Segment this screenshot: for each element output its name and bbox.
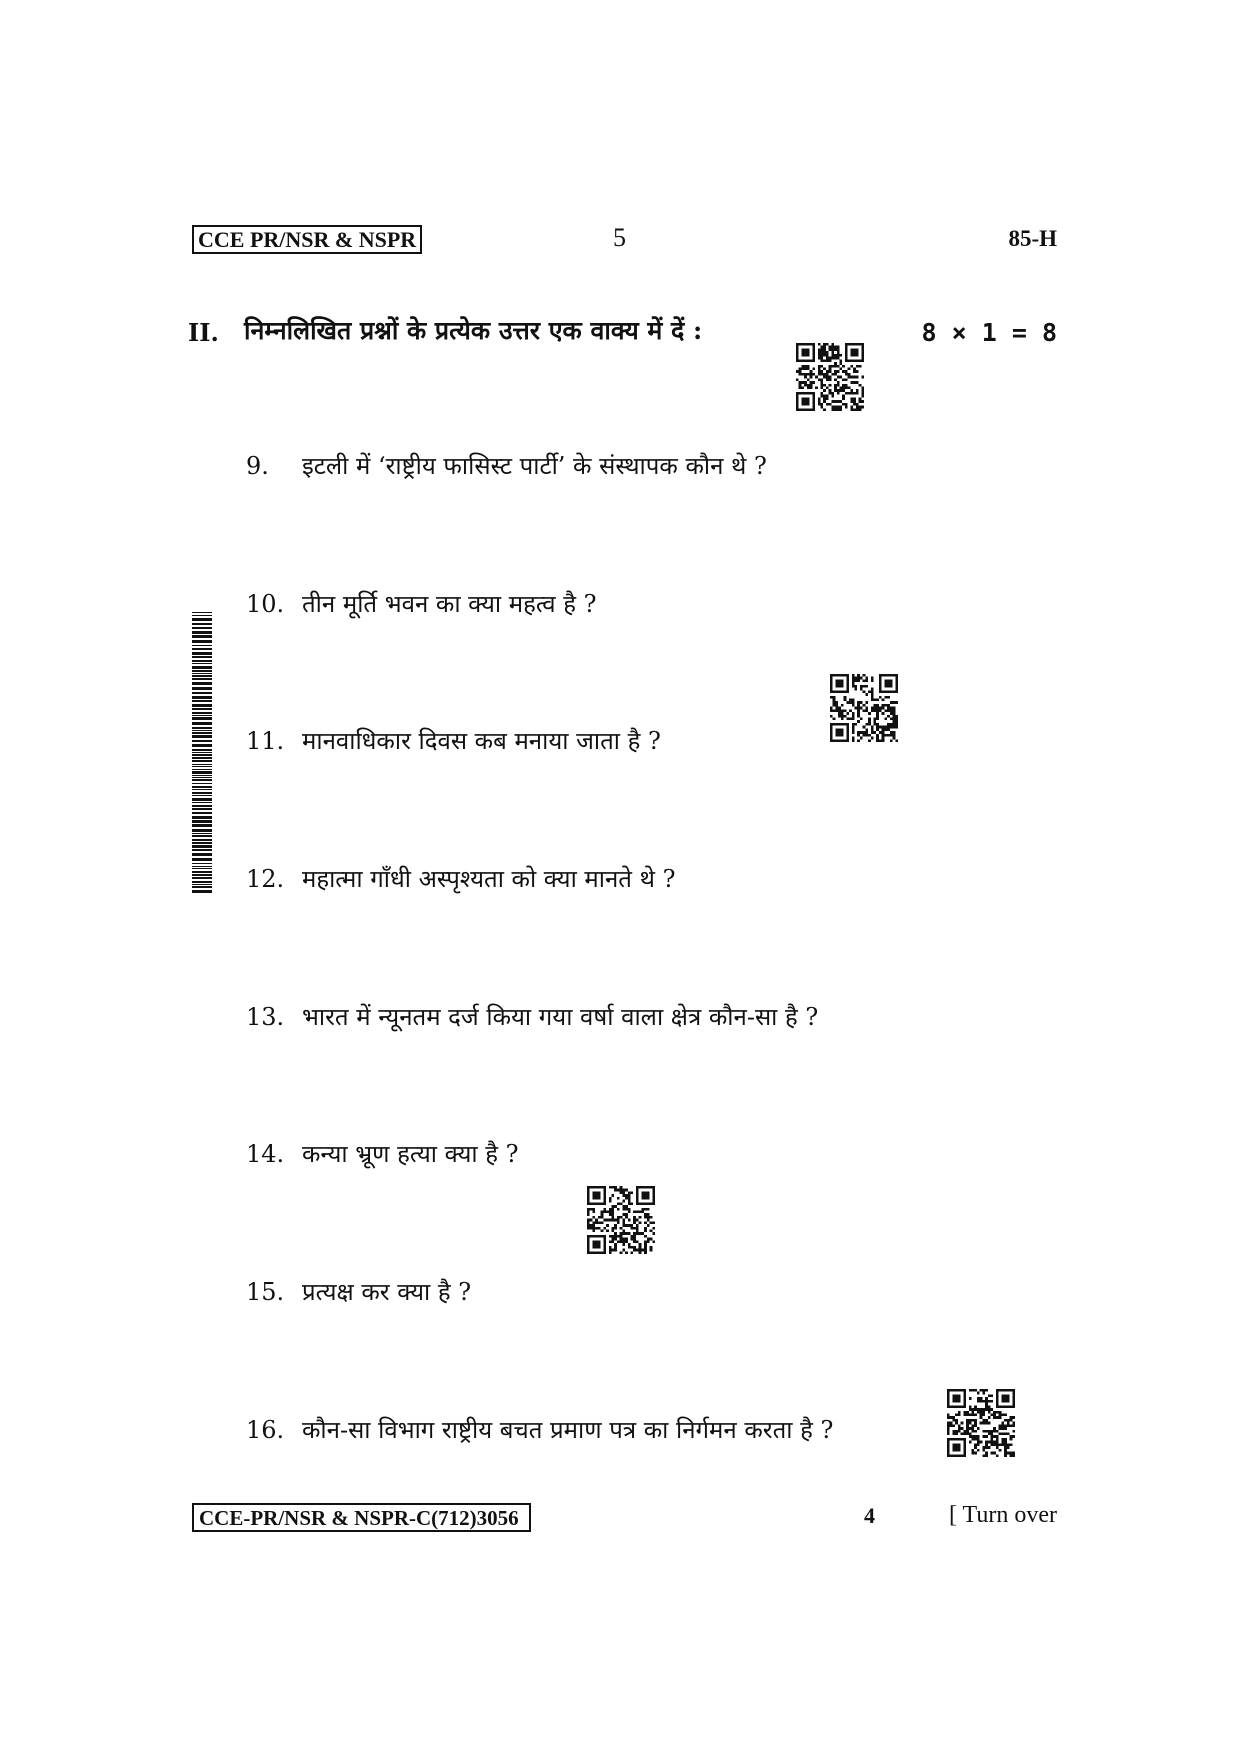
question-item <box>246 724 661 758</box>
question-number: 11. <box>246 727 285 755</box>
footer-page-number: 4 <box>864 1503 875 1528</box>
section-number: II. <box>188 318 219 347</box>
question-number: 16. <box>246 1416 285 1444</box>
question-number: 15. <box>246 1278 285 1306</box>
qr-code-icon <box>796 343 864 411</box>
question-item <box>246 1275 471 1309</box>
question-item <box>246 587 596 621</box>
question-text: कौन-सा विभाग राष्ट्रीय बचत प्रमाण पत्र का निर्गमन करता है ? <box>302 1416 834 1444</box>
section-marks: 8 × 1 = 8 <box>921 318 1057 347</box>
question-item <box>246 1000 818 1034</box>
question-item <box>246 449 767 483</box>
qr-code-icon <box>587 1186 655 1254</box>
question-number: 13. <box>246 1003 285 1031</box>
question-number: 10. <box>246 590 285 618</box>
question-text: महात्मा गाँधी अस्पृश्यता को क्या मानते थे ? <box>302 865 676 893</box>
question-item <box>246 862 675 896</box>
header-code-box: CCE PR/NSR & NSPR <box>192 225 422 254</box>
question-number: 14. <box>246 1140 285 1168</box>
footer-code-box: CCE-PR/NSR & NSPR-C(712)3056 <box>192 1503 531 1532</box>
turn-over-note: [ Turn over <box>948 1502 1057 1528</box>
question-text: तीन मूर्ति भवन का क्या महत्व है ? <box>302 590 597 618</box>
barcode-icon <box>192 612 212 895</box>
section-instruction: निम्नलिखित प्रश्नों के प्रत्येक उत्तर एक वाक्य में दें : <box>244 316 703 345</box>
question-number: 9. <box>246 452 269 480</box>
paper-code: 85-H <box>1008 226 1057 251</box>
question-text: प्रत्यक्ष कर क्या है ? <box>302 1278 472 1306</box>
question-item <box>246 1413 833 1447</box>
question-text: मानवाधिकार दिवस कब मनाया जाता है ? <box>302 727 661 755</box>
question-text: इटली में ‘राष्ट्रीय फासिस्ट पार्टी’ के संस्थापक कौन थे ? <box>302 452 767 480</box>
page-number: 5 <box>613 223 626 252</box>
qr-code-icon <box>830 674 898 742</box>
qr-code-icon <box>947 1389 1015 1457</box>
question-number: 12. <box>246 865 285 893</box>
question-text: कन्या भ्रूण हत्या क्या है ? <box>302 1140 519 1168</box>
question-item <box>246 1137 518 1171</box>
question-text: भारत में न्यूनतम दर्ज किया गया वर्षा वाला क्षेत्र कौन-सा है ? <box>302 1003 819 1031</box>
